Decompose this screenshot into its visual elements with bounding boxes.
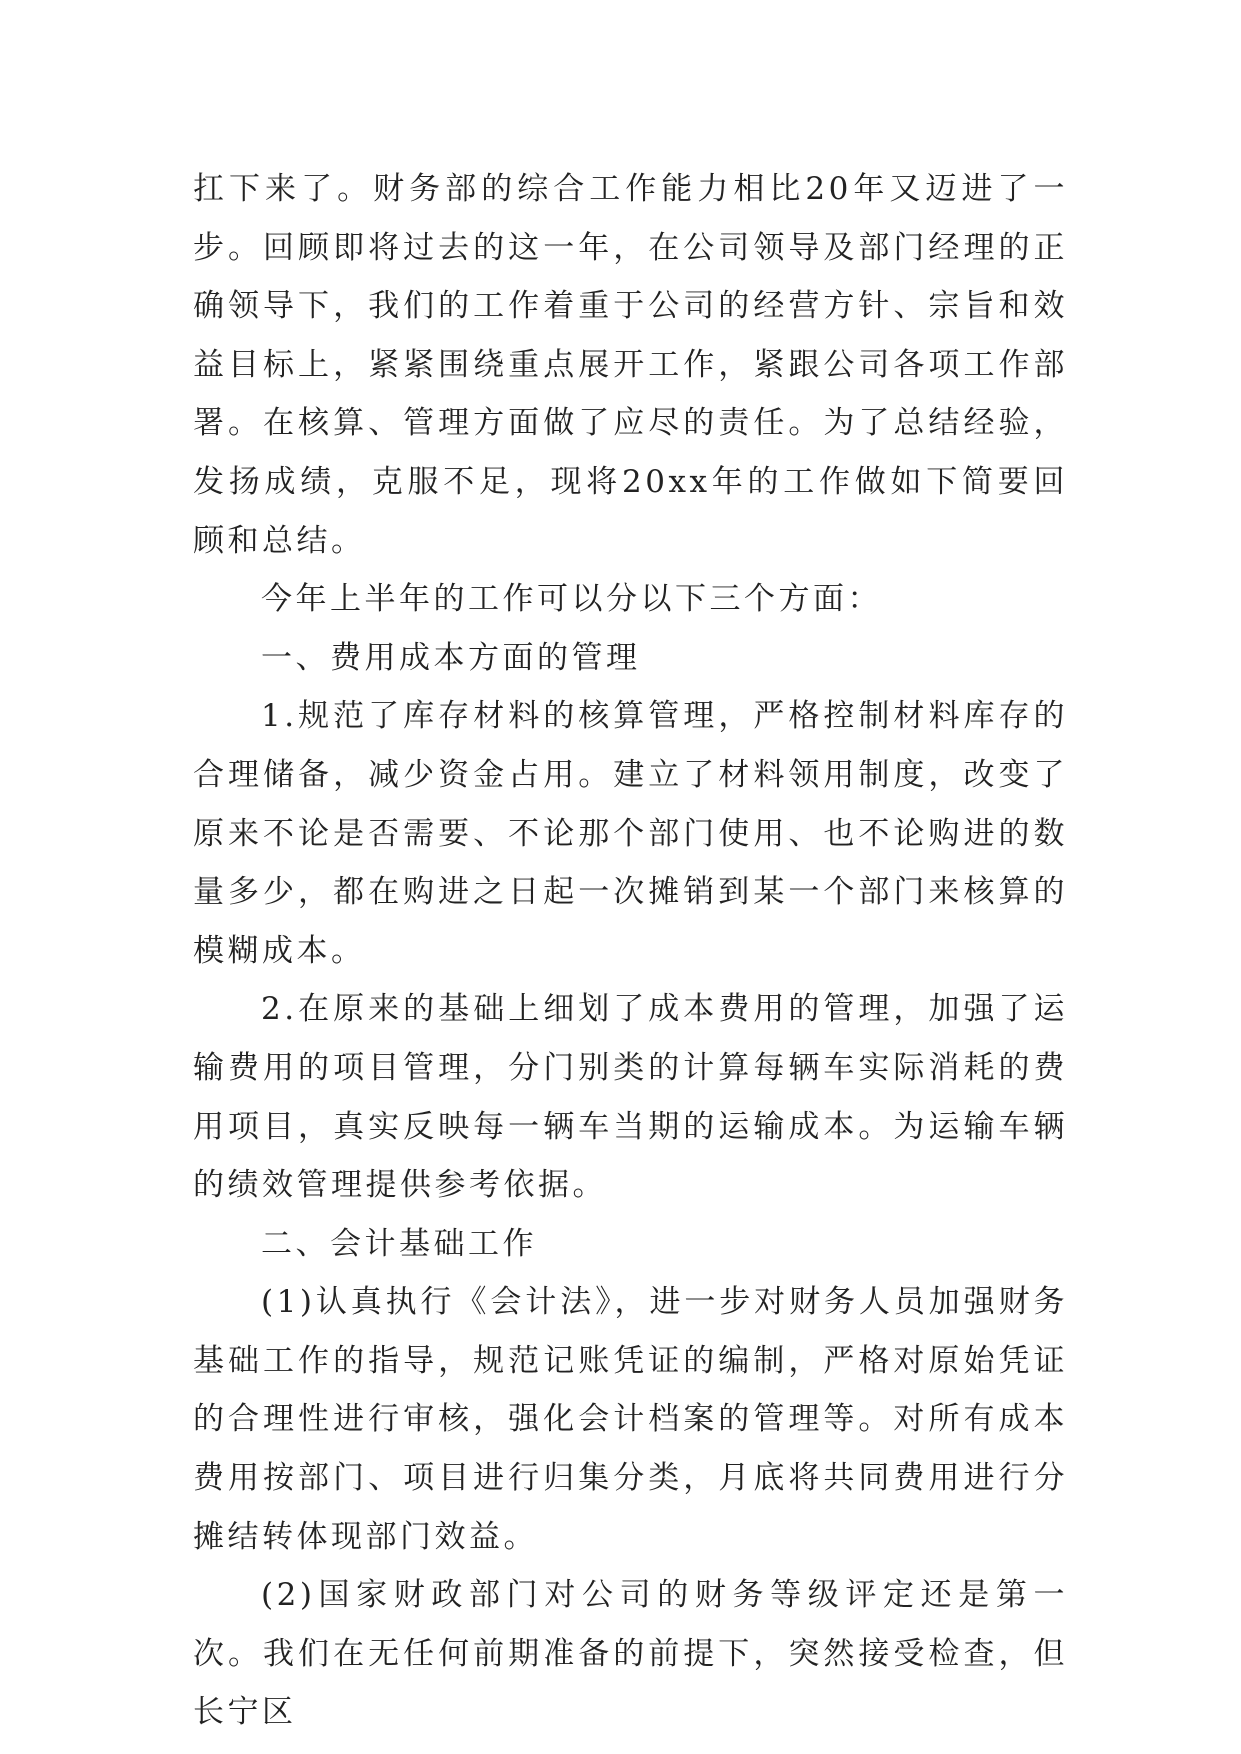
paragraph-subitem-2: (2)国家财政部门对公司的财务等级评定还是第一次。我们在无任何前期准备的前提下，突然接受检查，但长宁区 <box>193 1577 1068 1731</box>
section-heading-accounting-basics: 二、会计基础工作 <box>261 1225 537 1262</box>
paragraph-intro: 今年上半年的工作可以分以下三个方面： <box>261 581 882 618</box>
paragraph-subitem-1: (1)认真执行《会计法》，进一步对财务人员加强财务基础工作的指导，规范记账凭证的编制，严格对原始凭证的合理性进行审核，强化会计档案的管理等。对所有成本费用按部门、项目进行归集分类，月底将共同费用进行分摊结转体现部门效益。 <box>193 1284 1068 1555</box>
paragraph-continuation: 扛下来了。财务部的综合工作能力相比20年又迈进了一步。回顾即将过去的这一年，在公司领导及部门经理的正确领导下，我们的工作着重于公司的经营方针、宗旨和效益目标上，紧紧围绕重点展开工作，紧跟公司各项工作部署。在核算、管理方面做了应尽的责任。为了总结经验，发扬成绩，克服不足，现将20xx年的工作做如下简要回顾和总结。 <box>193 171 1068 559</box>
paragraph-item-2: 2.在原来的基础上细划了成本费用的管理，加强了运输费用的项目管理，分门别类的计算每辆车实际消耗的费用项目，真实反映每一辆车当期的运输成本。为运输车辆的绩效管理提供参考依据。 <box>193 991 1068 1204</box>
section-heading-cost-management: 一、费用成本方面的管理 <box>261 639 641 676</box>
paragraph-item-1: 1.规范了库存材料的核算管理，严格控制材料库存的合理储备，减少资金占用。建立了材料领用制度，改变了原来不论是否需要、不论那个部门使用、也不论购进的数量多少，都在购进之日起一次摊销到某一个部门来核算的模糊成本。 <box>193 698 1068 969</box>
document-body <box>193 160 1068 1742</box>
